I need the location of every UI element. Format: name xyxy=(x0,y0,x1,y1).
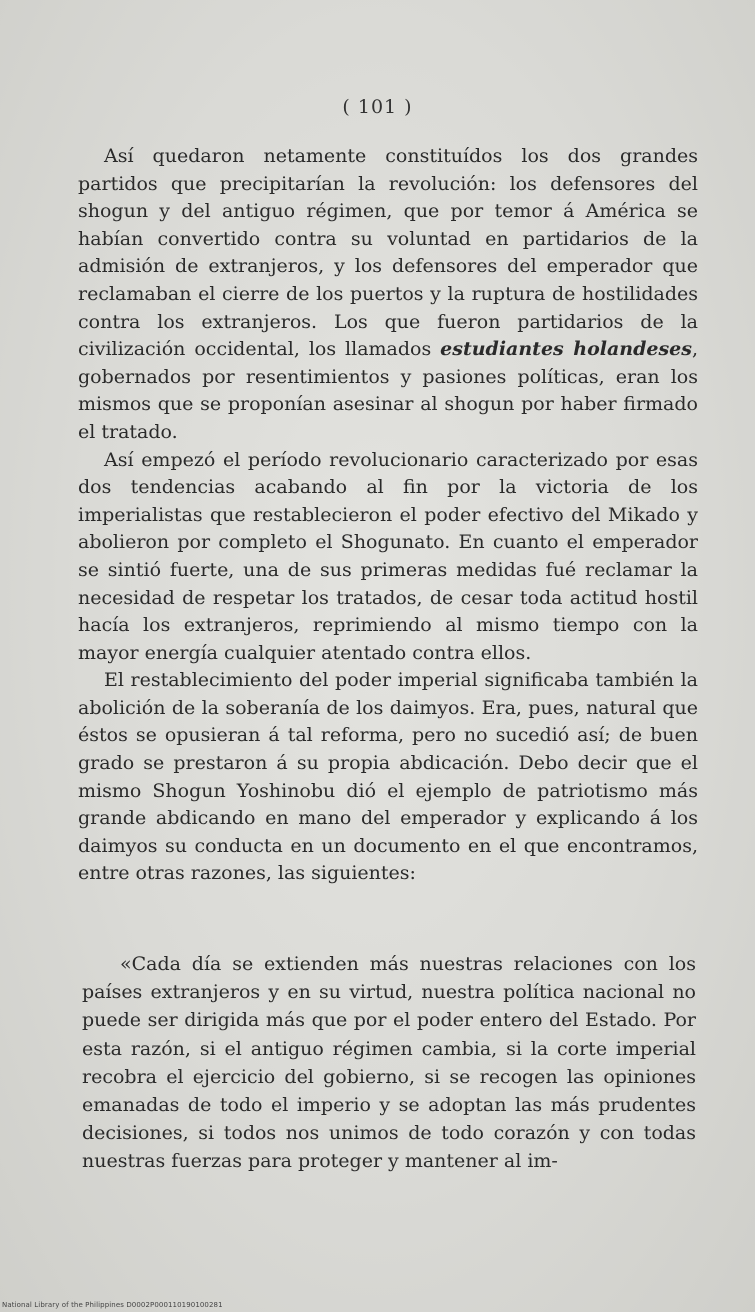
paragraph-2: Así empezó el período revolucionario caracterizado por esas dos tendencias acabando al fin por la victoria de los imperialistas que restablecieron el poder efectivo del Mikado y abolieron por completo el Shogunato. En cuanto el emperador se sintió fuerte, una de sus primeras medidas fué reclamar la necesidad de respetar los tratados, de cesar toda actitud hostil hacía los extranjeros, reprimiendo al mismo tiempo con la mayor energía cualquier atentado contra ellos. xyxy=(78,448,698,664)
library-footer: National Library of the Philippines D0002P000110190100281 xyxy=(2,1301,223,1309)
quote-text: «Cada día se extienden más nuestras relaciones con los países extranjeros y en su virtud, nuestra política nacional no puede ser dirigida más que por el poder entero del Estado. Por esta razón, si el antiguo régimen cambia, si la corte imperial recobra el ejercicio del gobierno, si se recogen las opiniones emanadas de todo el imperio y se adoptan las más prudentes decisiones, si todos nos unimos de todo corazón y con todas nuestras fuerzas para proteger y mantener al im- xyxy=(82,953,696,1173)
paragraph-1-start: Así quedaron netamente constituídos los dos grandes partidos que precipitarían la revolución: los defensores del shogun y del antiguo régimen, que por temor á América se habían convertido contra su voluntad en partidarios de la admisión de extranjeros, y los defensores del emperador que reclamaban el cierre de los puertos y la ruptura de hostilidades contra los extranjeros. Los que fueron partidarios de la civilización occidental, los llamados xyxy=(78,145,698,361)
paragraph-1-end: , gobernados por resentimientos y pasiones políticas, eran los mismos que se proponían asesinar al shogun por haber firmado el tratado. xyxy=(78,338,698,443)
paragraph-3: El restablecimiento del poder imperial significaba también la abolición de la soberanía de los daimyos. Era, pues, natural que éstos se opusieran á tal reforma, pero no sucedió así; de buen grado se prestaron á su propia abdicación. Debo decir que el mismo Shogun Yoshinobu dió el ejemplo de patriotismo más grande abdicando en mano del emperador y explicando á los daimyos su conducta en un documento en el que encontramos, entre otras razones, las siguientes: xyxy=(78,669,698,885)
italic-phrase: estudiantes holandeses xyxy=(440,338,692,361)
quoted-document xyxy=(82,950,696,1176)
paragraph-1 xyxy=(78,143,698,447)
body-text xyxy=(78,143,698,888)
page-number: ( 101 ) xyxy=(342,96,413,118)
